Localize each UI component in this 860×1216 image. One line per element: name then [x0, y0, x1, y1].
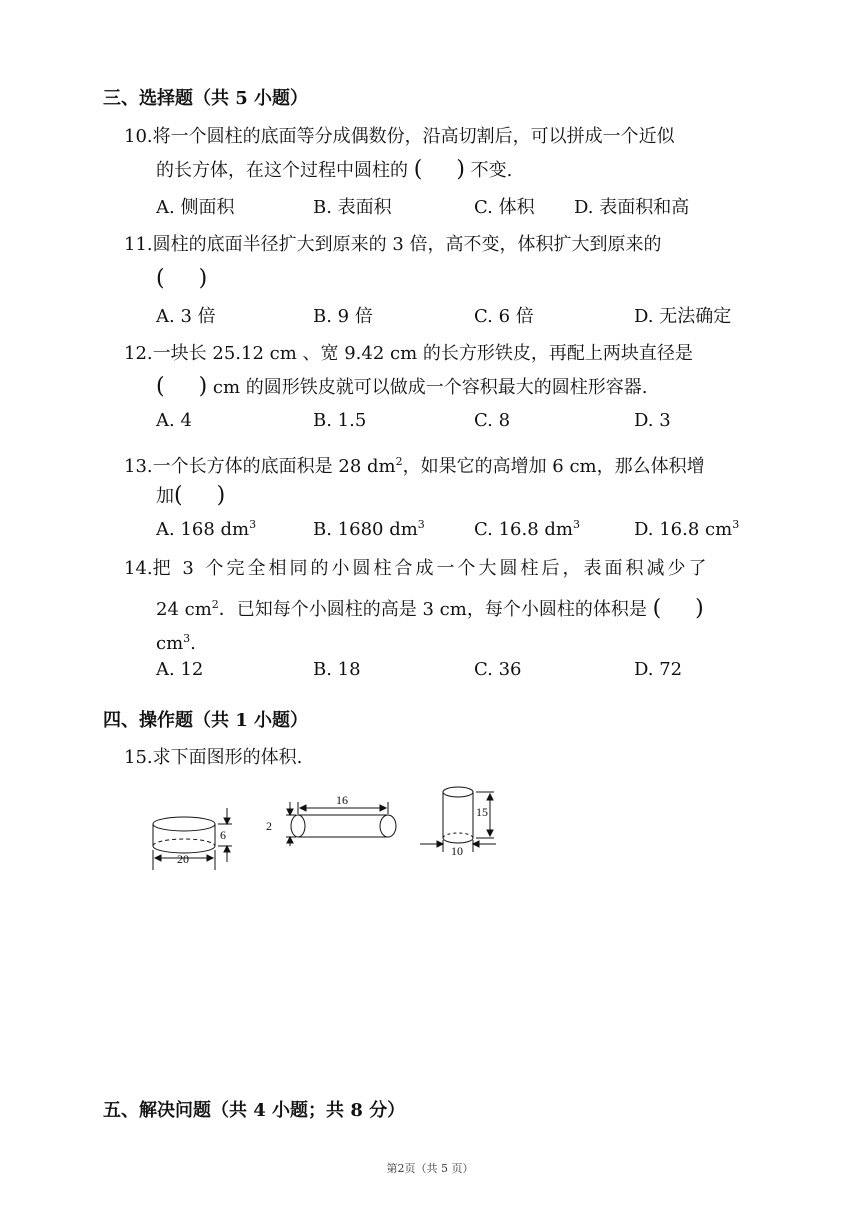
figure-1-height-label: 6: [220, 828, 226, 842]
question-text: 加: [156, 486, 174, 507]
figure-2-horizontal-cylinder: [286, 802, 396, 846]
superscript: 3: [249, 518, 257, 531]
question-14-line2: [156, 588, 760, 627]
superscript: 3: [417, 518, 425, 531]
question-text: 将一个圆柱的底面等分成偶数份，沿高切割后，可以拼成一个近似: [152, 126, 675, 147]
option-a: A. 3 倍: [156, 306, 216, 327]
answer-blank-open: (: [174, 483, 183, 508]
answer-blank-open: (: [156, 266, 165, 291]
answer-blank-open: (: [652, 596, 662, 621]
question-14: [124, 552, 764, 586]
figure-3-tall-cylinder: [420, 787, 496, 852]
question-text: 不变.: [470, 160, 513, 181]
section-5-title: 五、解决问题（共 4 小题；共 8 分）: [103, 1100, 406, 1121]
figure-3-diameter-label: 10: [451, 844, 463, 858]
question-text: cm 的圆形铁皮就可以做成一个容积最大的圆柱形容器.: [212, 377, 648, 398]
option-c: C. 体积: [474, 197, 535, 218]
option-d: D. 无法确定: [634, 306, 732, 327]
option-b: B. 18: [313, 659, 361, 680]
question-number: 13.: [124, 456, 153, 477]
figure-2-diameter-label: 2: [266, 819, 272, 833]
answer-blank-close: ): [456, 157, 465, 182]
option-c: [474, 518, 580, 540]
superscript: 2: [395, 455, 403, 468]
figure-2-length-label: 16: [336, 793, 348, 807]
option-text: D. 16.8 cm: [634, 519, 733, 540]
superscript: 3: [732, 518, 740, 531]
option-b: B. 1.5: [313, 410, 367, 431]
option-a: A. 侧面积: [156, 197, 235, 218]
answer-blank-close: ): [198, 374, 208, 399]
option-c: C. 8: [474, 410, 511, 431]
question-text: 的长方体，在这个过程中圆柱的: [156, 160, 408, 181]
question-text: 一块长 25.12 cm 、宽 9.42 cm 的长方形铁皮，再配上两块直径是: [152, 343, 693, 364]
question-12-line2: [156, 370, 648, 405]
option-a: A. 12: [156, 659, 204, 680]
question-text: 求下面图形的体积.: [152, 747, 303, 768]
option-b: [313, 518, 425, 540]
section-4-title: 四、操作题（共 1 小题）: [103, 710, 309, 731]
question-10: [124, 120, 675, 154]
figure-3-height-label: 15: [476, 805, 488, 819]
option-text: B. 1680 dm: [313, 519, 418, 540]
question-13-line2: [156, 479, 225, 514]
page-footer: 第2页（共 5 页）: [386, 1162, 474, 1175]
answer-blank-close: ): [216, 483, 226, 508]
question-15: [124, 741, 302, 775]
question-text: 24 cm: [156, 599, 212, 620]
superscript: 3: [572, 518, 580, 531]
answer-blank-open: (: [413, 157, 423, 182]
question-text: .: [190, 633, 196, 654]
question-number: 11.: [124, 234, 153, 255]
question-number: 10.: [124, 126, 153, 147]
option-c: C. 36: [474, 659, 522, 680]
superscript: 2: [211, 598, 219, 611]
question-number: 14.: [124, 558, 153, 579]
option-d: D. 72: [634, 659, 683, 680]
superscript: 3: [183, 632, 191, 645]
question-number: 15.: [124, 747, 153, 768]
option-d: D. 3: [634, 410, 671, 431]
question-number: 12.: [124, 343, 153, 364]
answer-blank-open: (: [156, 374, 165, 399]
option-b: B. 9 倍: [313, 306, 373, 327]
answer-blank-close: ): [198, 266, 208, 291]
option-b: B. 表面积: [313, 197, 392, 218]
question-10-line2: [156, 153, 512, 188]
question-text: ，如果它的高增加 6 cm，那么体积增: [402, 456, 705, 477]
question-14-line3: [156, 622, 196, 661]
option-d: D. 表面积和高: [574, 197, 690, 218]
figure-1-diameter-label: 20: [177, 852, 189, 866]
option-text: A. 168 dm: [156, 519, 250, 540]
option-d: [634, 518, 739, 540]
question-text: ．已知每个小圆柱的高是 3 cm，每个小圆柱的体积是: [218, 599, 647, 620]
cylinder-figures: [140, 780, 520, 880]
option-a: A. 4: [156, 410, 192, 431]
option-a: [156, 518, 256, 540]
question-text: 把 3 个完全相同的小圆柱合成一个大圆柱后，表面积减少了: [152, 558, 710, 579]
question-11: [124, 228, 662, 262]
question-text: 圆柱的底面半径扩大到原来的 3 倍，高不变，体积扩大到原来的: [152, 234, 662, 255]
question-text: cm: [156, 633, 184, 654]
question-text: 一个长方体的底面积是 28 dm: [152, 456, 396, 477]
option-c: C. 6 倍: [474, 306, 534, 327]
question-12: [124, 337, 693, 371]
option-text: C. 16.8 dm: [474, 519, 573, 540]
question-11-line2: [156, 262, 207, 297]
section-3-title: 三、选择题（共 5 小题）: [103, 88, 309, 109]
answer-blank-close: ): [695, 596, 704, 621]
